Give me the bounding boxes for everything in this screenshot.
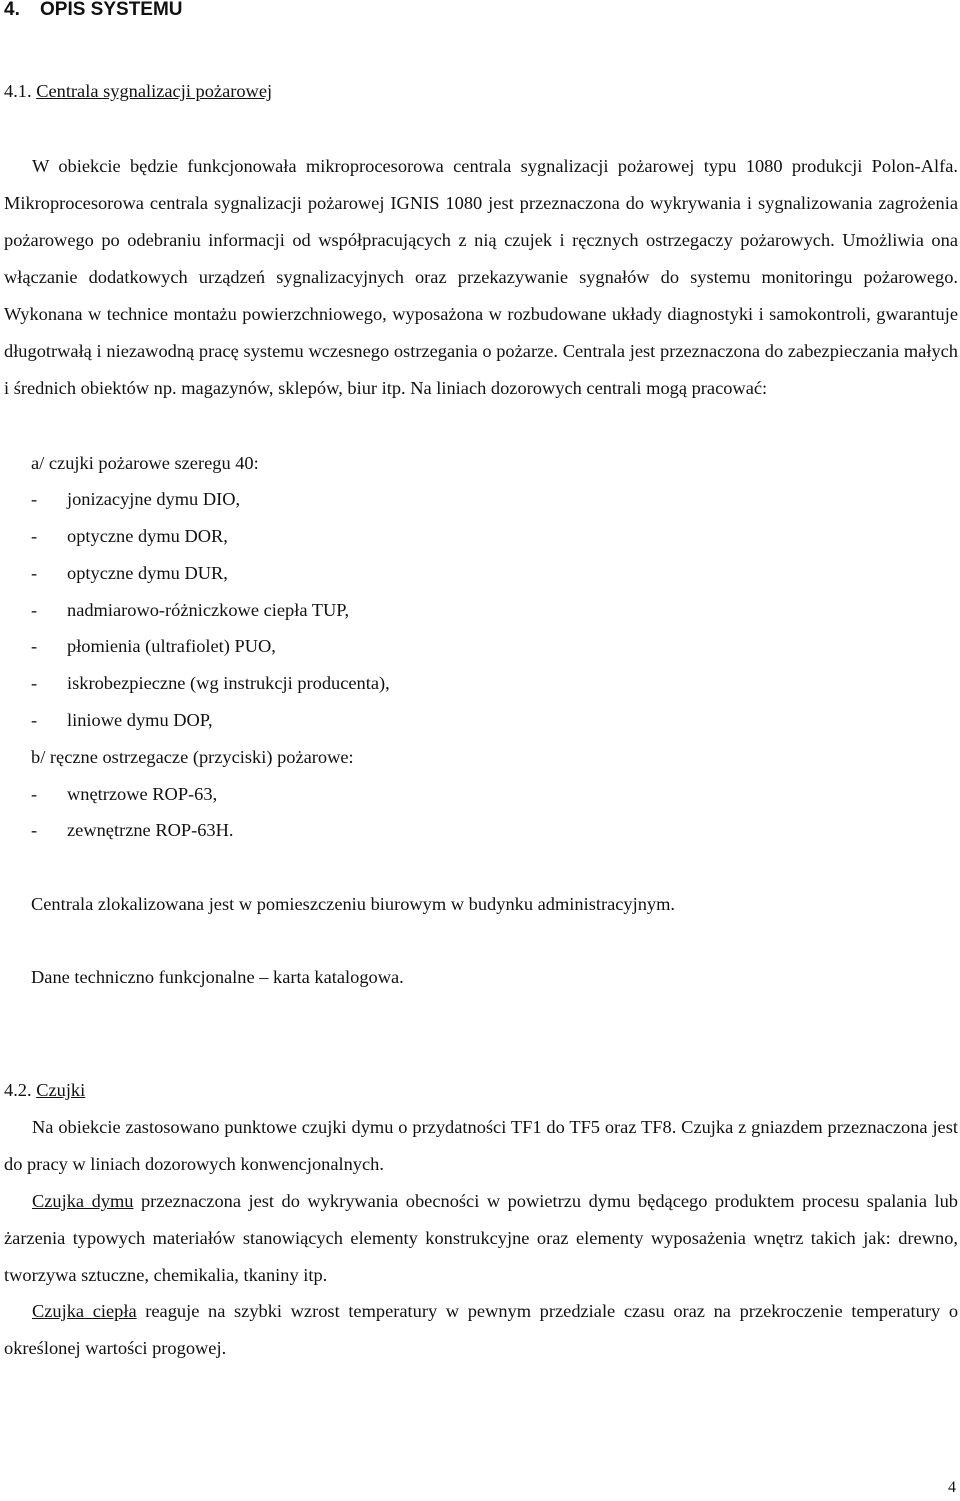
section-title: OPIS SYSTEMU [40, 0, 183, 20]
heat-detector-paragraph [4, 1293, 958, 1367]
list-item: - nadmiarowo-różniczkowe ciepła TUP, [31, 600, 350, 620]
list-item: - optyczne dymu DOR, [31, 526, 228, 546]
subsection-title: Czujki [36, 1080, 86, 1100]
smoke-detector-term: Czujka dymu [32, 1191, 134, 1211]
section-heading [4, 0, 183, 24]
list-a-heading: a/ czujki pożarowe szeregu 40: [31, 453, 259, 473]
subsection-heading-4-2 [4, 1075, 85, 1105]
list-item: - liniowe dymu DOP, [31, 710, 213, 730]
list-item: - płomienia (ultrafiolet) PUO, [31, 636, 276, 656]
heat-detector-term: Czujka ciepła [32, 1301, 137, 1321]
list-item: - jonizacyjne dymu DIO, [31, 489, 241, 509]
list-item: - wnętrzowe ROP-63, [31, 784, 218, 804]
centrala-description-paragraph: W obiekcie będzie funkcjonowała mikroprocesorowa centrala sygnalizacji pożarowej typu 1080 produkcji Polon-Alfa. Mikroprocesorowa centrala sygnalizacji pożarowej IGNIS 1080 jest przeznaczona do wykrywania i sygnalizowania zagrożenia pożarowego po odebraniu informacji od współpracujących z nią czujek i ręcznych ostrzegaczy pożarowych. Umożliwia ona włączanie dodatkowych urządzeń sygnalizacyjnych oraz przekazywanie sygnałów do systemu monitoringu pożarowego. Wykonana w technice montażu powierzchniowego, wyposażona w rozbudowane układy diagnostyki i samokontroli, gwarantuje długotrwałą i niezawodną pracę systemu wczesnego ostrzegania o pożarze. Centrala jest przeznaczona do zabezpieczania małych i średnich obiektów np. magazynów, sklepów, biur itp. Na liniach dozorowych centrali mogą pracować: [4, 156, 958, 398]
location-text: Centrala zlokalizowana jest w pomieszczeniu biurowym w budynku administracyjnym. [31, 894, 676, 914]
list-b-heading: b/ ręczne ostrzegacze (przyciski) pożarowe: [31, 747, 354, 767]
subsection-number: 4.2. [4, 1080, 32, 1100]
list-item: - zewnętrzne ROP-63H. [31, 820, 234, 840]
list-item: - optyczne dymu DUR, [31, 563, 228, 583]
subsection-number: 4.1. [4, 81, 32, 101]
smoke-detector-text: przeznaczona jest do wykrywania obecności w powietrzu dymu będącego produktem procesu spalania lub żarzenia typowych materiałów stanowiących elementy konstrukcyjne oraz elementy wyposażenia wnętrz takich jak: drewno, tworzywa sztuczne, chemikalia, tkaniny itp. [4, 1191, 958, 1285]
smoke-detector-paragraph [4, 1183, 958, 1294]
subsection-title: Centrala sygnalizacji pożarowej [36, 81, 273, 101]
detectors-intro-paragraph: Na obiekcie zastosowano punktowe czujki dymu o przydatności TF1 do TF5 oraz TF8. Czujka z gniazdem przeznaczona jest do pracy w liniach dozorowych konwencjonalnych. [4, 1117, 958, 1174]
list-item: - iskrobezpieczne (wg instrukcji producenta), [31, 673, 390, 693]
section-number: 4. [4, 0, 20, 20]
technical-data-text: Dane techniczno funkcjonalne – karta katalogowa. [31, 967, 404, 987]
subsection-heading-4-1 [4, 76, 272, 106]
heat-detector-text: reaguje na szybki wzrost temperatury w pewnym przedziale czasu oraz na przekroczenie temperatury o określonej wartości progowej. [4, 1301, 959, 1358]
page-number: 4 [948, 1479, 956, 1496]
